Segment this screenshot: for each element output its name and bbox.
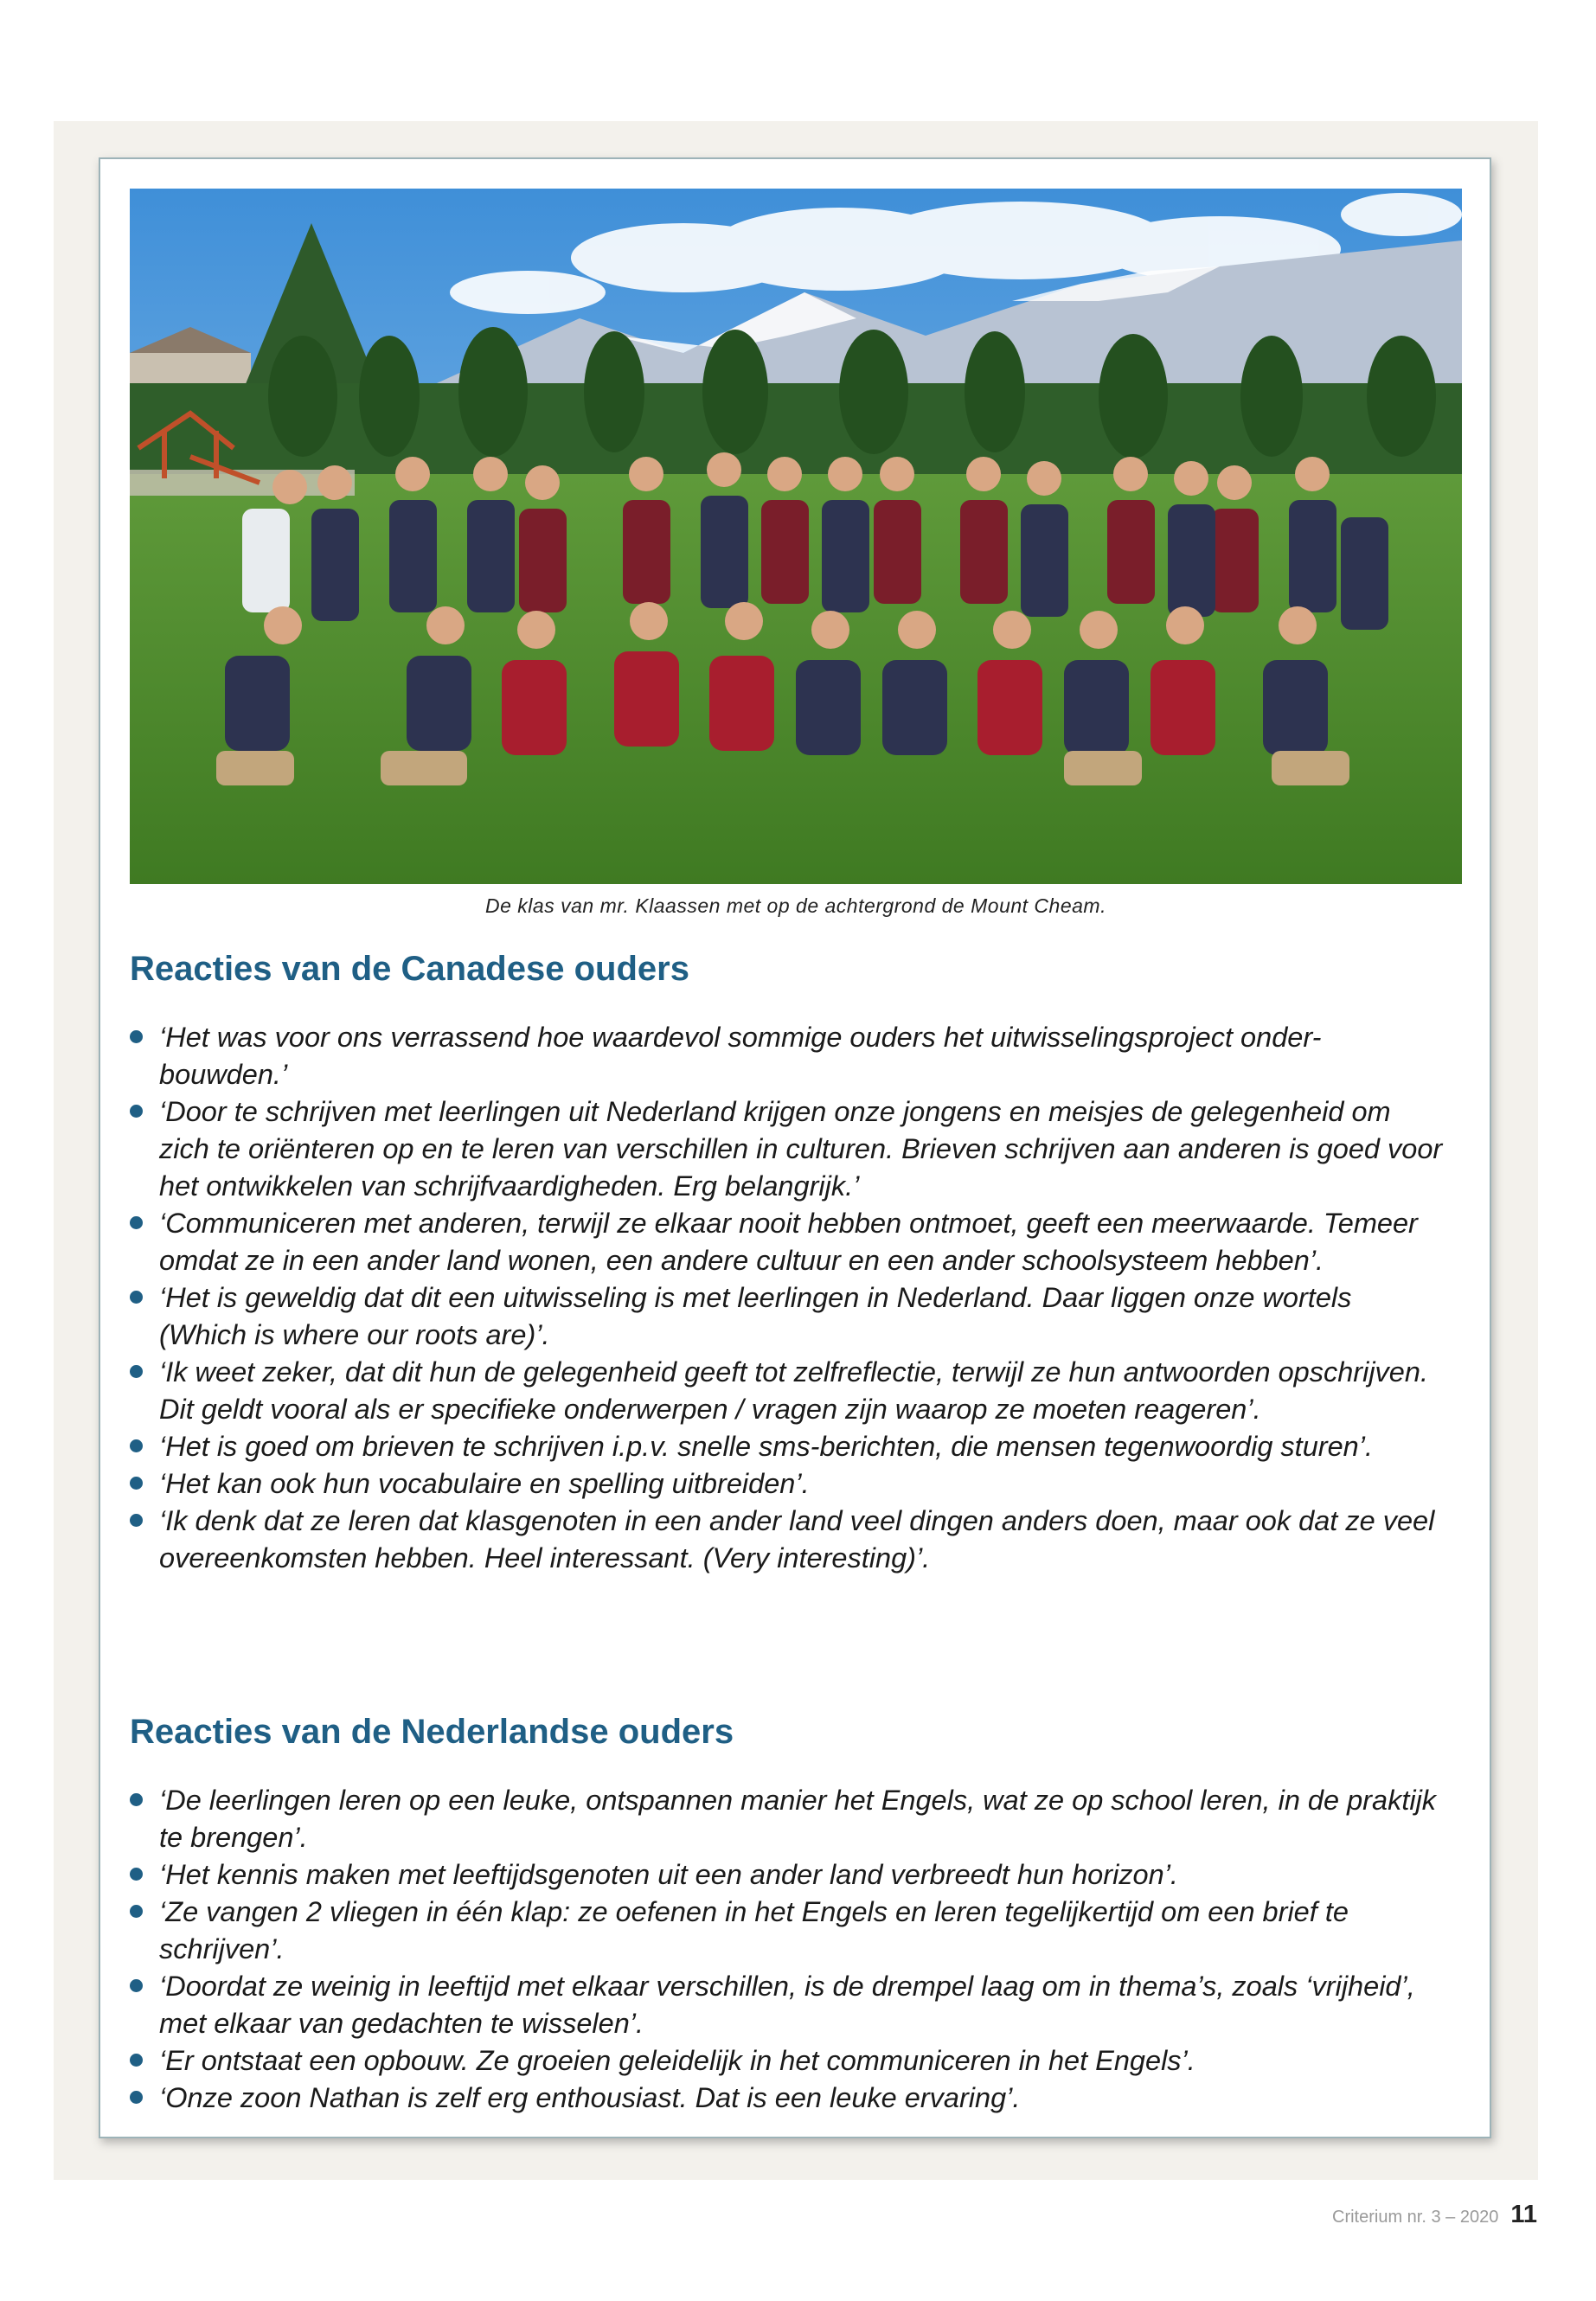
bullet-icon — [130, 1514, 143, 1527]
bullet-icon — [130, 1793, 143, 1806]
list-item: ‘Doordat ze weinig in leeftijd met elkaar verschillen, is de drempel laag om in thema’s, zoals ‘vrijheid’, met elkaar van gedachten te wisselen’. — [130, 1968, 1445, 2042]
bullet-icon — [130, 1905, 143, 1918]
list-item: ‘Er ontstaat een opbouw. Ze groeien geleidelijk in het communiceren in het Engels’. — [130, 2042, 1445, 2080]
bullet-icon — [130, 1365, 143, 1378]
list-item: ‘Het is goed om brieven te schrijven i.p.v. snelle sms-berichten, die mensen tegenwoordig sturen’. — [130, 1428, 1445, 1465]
page-footer — [1332, 2201, 1537, 2229]
bullet-icon — [130, 1868, 143, 1881]
list-item: ‘Het kennis maken met leeftijdsgenoten uit een ander land verbreedt hun horizon’. — [130, 1856, 1445, 1894]
class-photo-icon — [130, 189, 1462, 884]
bullet-icon — [130, 1105, 143, 1118]
bullet-icon — [130, 1979, 143, 1992]
class-photo — [130, 189, 1462, 884]
bullet-icon — [130, 2054, 143, 2067]
list-item: ‘Door te schrijven met leerlingen uit Nederland krijgen onze jongens en meisjes de gelegenheid om zich te oriënteren op en te leren van verschillen in culturen. Brieven schrijven aan anderen is goed voor het ontwikkelen van schrijfvaardigheden. Erg belangrijk.’ — [130, 1093, 1445, 1205]
bullet-icon — [130, 1291, 143, 1304]
list-item: ‘Ik denk dat ze leren dat klasgenoten in een ander land veel dingen anders doen, maar ook dat ze veel overeenkomsten hebben. Heel interessant. (Very interesting)’. — [130, 1503, 1445, 1577]
section-title-canadese: Reacties van de Canadese ouders — [130, 950, 689, 988]
list-item: ‘Onze zoon Nathan is zelf erg enthousiast. Dat is een leuke ervaring’. — [130, 2080, 1445, 2117]
list-item: ‘Het was voor ons verrassend hoe waardevol sommige ouders het uitwisselingsproject onder-bouwden.’ — [130, 1019, 1445, 1093]
list-item: ‘De leerlingen leren op een leuke, ontspannen manier het Engels, wat ze op school leren, in de praktijk te brengen’. — [130, 1782, 1445, 1856]
section-title-nederlandse: Reacties van de Nederlandse ouders — [130, 1713, 734, 1751]
bullet-icon — [130, 1439, 143, 1452]
nederlandse-list — [130, 1782, 1445, 2117]
publication-label: Criterium nr. 3 – 2020 — [1332, 2208, 1499, 2227]
list-item: ‘Ik weet zeker, dat dit hun de gelegenheid geeft tot zelfreflectie, terwijl ze hun antwoorden opschrijven. Dit geldt vooral als er specifieke onderwerpen / vragen zijn waarop ze moeten reageren’. — [130, 1354, 1445, 1428]
bullet-icon — [130, 1477, 143, 1490]
bullet-icon — [130, 1216, 143, 1229]
bullet-icon — [130, 1030, 143, 1043]
canadese-list — [130, 1019, 1445, 1577]
photo-caption: De klas van mr. Klaassen met op de achtergrond de Mount Cheam. — [485, 894, 1106, 917]
bullet-icon — [130, 2091, 143, 2104]
list-item: ‘Communiceren met anderen, terwijl ze elkaar nooit hebben ontmoet, geeft een meerwaarde. Temeer omdat ze in een ander land wonen, een andere cultuur en een ander schoolsysteem hebben’. — [130, 1205, 1445, 1279]
page-number: 11 — [1510, 2201, 1537, 2228]
list-item: ‘Het kan ook hun vocabulaire en spelling uitbreiden’. — [130, 1465, 1445, 1503]
list-item: ‘Ze vangen 2 vliegen in één klap: ze oefenen in het Engels en leren tegelijkertijd om een brief te schrijven’. — [130, 1894, 1445, 1968]
list-item: ‘Het is geweldig dat dit een uitwisseling is met leerlingen in Nederland. Daar liggen onze wortels (Which is where our roots are)’. — [130, 1279, 1445, 1354]
